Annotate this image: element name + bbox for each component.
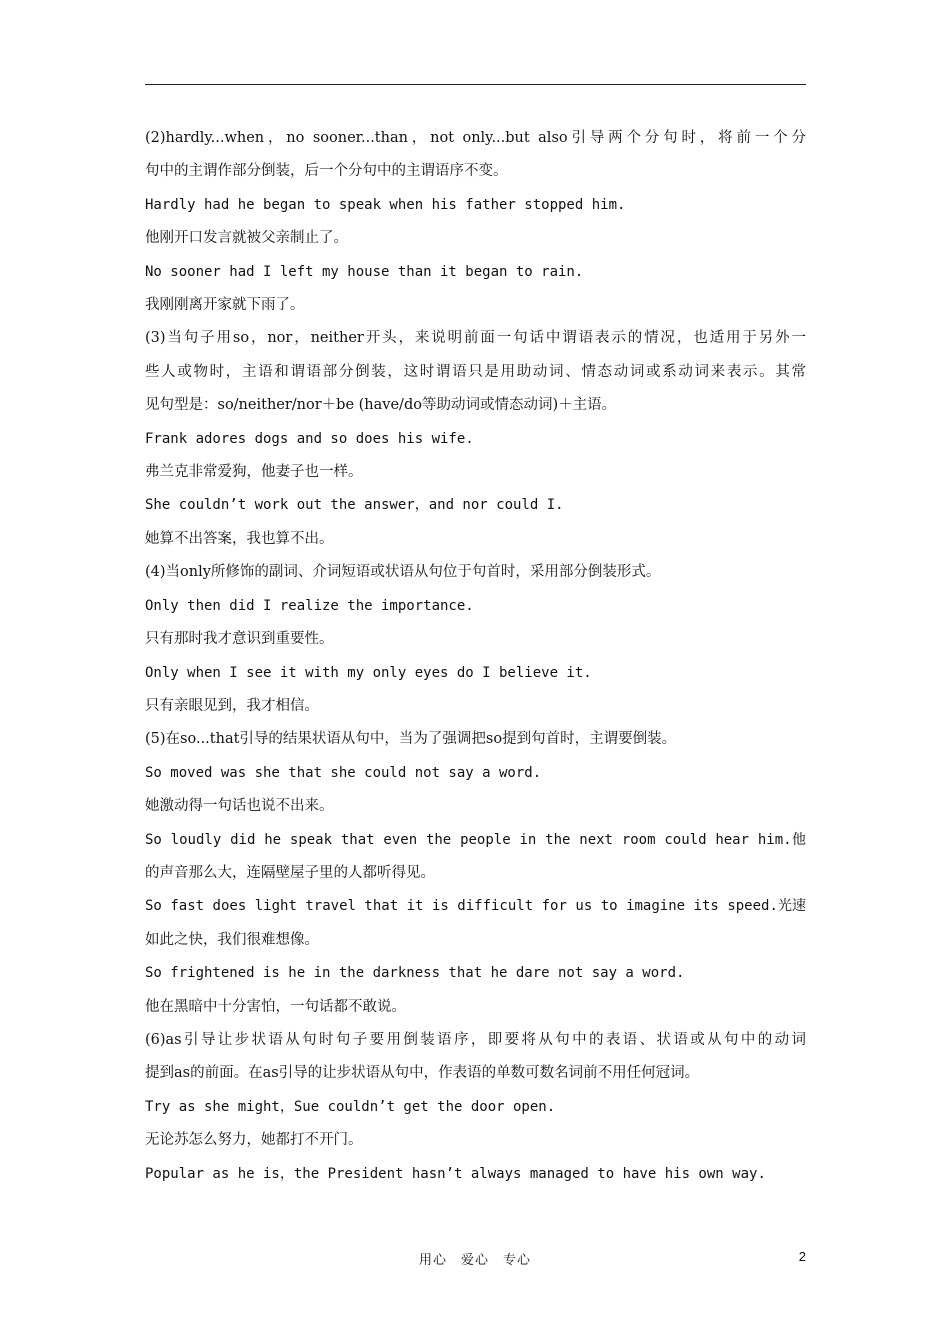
page-number: 2 — [798, 1249, 806, 1264]
translation: 弗兰克非常爱狗，他妻子也一样。 — [145, 464, 363, 481]
header-rule — [145, 84, 806, 85]
text-line: (6)as引导让步状语从句时句子要用倒装语序，即要将从句中的表语、状语或从句中的动词 — [145, 1031, 806, 1048]
example-sentence: Frank adores dogs and so does his wife. — [145, 430, 474, 447]
text-line: (4)当only所修饰的副词、介词短语或状语从句位于句首时，采用部分倒装形式。 — [145, 564, 661, 581]
translation: 只有亲眼见到，我才相信。 — [145, 697, 319, 714]
translation: 无论苏怎么努力，她都打不开门。 — [145, 1132, 363, 1149]
text-line: 见句型是：so/neither/nor＋be (have/do等助动词或情态动词)＋主语。 — [145, 397, 617, 414]
translation: 他刚开口发言就被父亲制止了。 — [145, 230, 348, 247]
footer-motto: 用心 爱心 专心 — [418, 1253, 531, 1268]
example-sentence: She couldn’t work out the answer，and nor could I. — [145, 497, 564, 514]
text-line: (5)在so...that引导的结果状语从句中，当为了强调把so提到句首时，主谓要倒装。 — [145, 731, 677, 748]
text-line: 提到as的前面。在as引导的让步状语从句中，作表语的单数可数名词前不用任何冠词。 — [145, 1065, 700, 1082]
translation: 我刚刚离开家就下雨了。 — [145, 297, 305, 314]
translation: 他在黑暗中十分害怕，一句话都不敢说。 — [145, 998, 406, 1015]
example-sentence: So fast does light travel that it is difficult for us to imagine its speed.光速 — [145, 898, 806, 915]
translation: 的声音那么大，连隔壁屋子里的人都听得见。 — [145, 864, 435, 881]
text-line: (2)hardly...when，no sooner...than，not only...but also引导两个分句时，将前一个分 — [145, 130, 806, 146]
example-sentence: So frightened is he in the darkness that he dare not say a word. — [145, 965, 685, 982]
translation: 她激动得一句话也说不出来。 — [145, 798, 334, 815]
translation: 她算不出答案，我也算不出。 — [145, 530, 334, 547]
translation: 如此之快，我们很难想像。 — [145, 931, 319, 948]
text-line: 句中的主谓作部分倒装，后一个分句中的主谓语序不变。 — [145, 163, 508, 180]
example-sentence: Try as she might，Sue couldn’t get the door open. — [145, 1098, 556, 1115]
text-line: (3)当句子用so，nor，neither开头，来说明前面一句话中谓语表示的情况，也适用于另外一 — [145, 330, 806, 347]
translation: 只有那时我才意识到重要性。 — [145, 631, 334, 648]
example-sentence: So moved was she that she could not say a word. — [145, 764, 542, 781]
example-sentence: Hardly had he began to speak when his father stopped him. — [145, 196, 626, 213]
example-sentence: Only then did I realize the importance. — [145, 597, 474, 614]
document-body — [145, 122, 806, 1191]
example-sentence: Only when I see it with my only eyes do I believe it. — [145, 664, 592, 681]
text-line: 些人或物时，主语和谓语部分倒装，这时谓语只是用助动词、情态动词或系动词来表示。其常 — [145, 363, 806, 380]
example-sentence: Popular as he is，the President hasn’t always managed to have his own way. — [145, 1165, 766, 1182]
example-sentence: No sooner had I left my house than it began to rain. — [145, 263, 584, 280]
example-sentence: So loudly did he speak that even the people in the next room could hear him.他 — [145, 831, 806, 848]
